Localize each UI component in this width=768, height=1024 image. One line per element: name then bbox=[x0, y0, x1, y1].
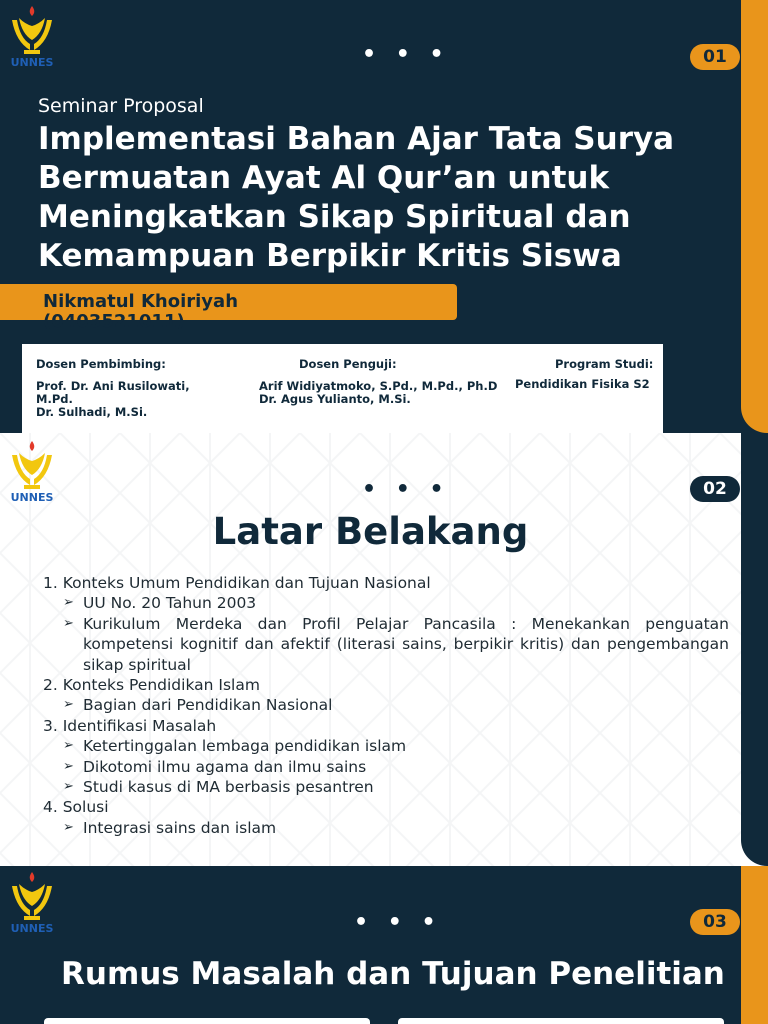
content-card-right bbox=[398, 1018, 724, 1024]
unnes-logo-icon bbox=[6, 870, 58, 936]
list-heading-item: 2. Konteks Pendidikan Islam bbox=[43, 676, 260, 695]
decorative-dots: • • • bbox=[362, 477, 450, 502]
author-name: Nikmatul Khoiriyah bbox=[43, 291, 239, 312]
penguji-label: Dosen Penguji: bbox=[299, 357, 397, 371]
list-bullet-item: ➢ Bagian dari Pendidikan Nasional bbox=[63, 695, 729, 715]
penguji-1: Arif Widiyatmoko, S.Pd., M.Pd., Ph.D bbox=[259, 379, 498, 393]
svg-text:UNNES: UNNES bbox=[10, 922, 54, 935]
unnes-logo-icon bbox=[6, 439, 58, 505]
svg-text:UNNES: UNNES bbox=[10, 56, 54, 69]
list-bullet-item: ➢ Ketertinggalan lembaga pendidikan islam bbox=[63, 736, 729, 756]
proposal-title: Implementasi Bahan Ajar Tata Surya Bermuatan Ayat Al Qur’an untuk Meningkatkan Sikap Spiritual dan Kemampuan Berpikir Kritis Siswa bbox=[38, 121, 675, 274]
list-bullet-item: ➢ UU No. 20 Tahun 2003 bbox=[63, 593, 729, 613]
slide-1 bbox=[0, 0, 768, 433]
list-bullet-item: ➢ Dikotomi ilmu agama dan ilmu sains bbox=[63, 757, 729, 777]
latar-belakang-list bbox=[43, 573, 729, 838]
decorative-dots: • • • bbox=[354, 910, 442, 935]
orange-side-bar bbox=[741, 0, 768, 433]
svg-text:UNNES: UNNES bbox=[10, 491, 54, 504]
section-title: Latar Belakang bbox=[212, 510, 529, 553]
orange-side-bar bbox=[741, 866, 768, 1024]
slide-number-badge: 01 bbox=[690, 44, 740, 70]
navy-side-bar bbox=[741, 433, 768, 866]
decorative-dots: • • • bbox=[362, 42, 450, 67]
list-heading-item: 1. Konteks Umum Pendidikan dan Tujuan Nasional bbox=[43, 574, 431, 592]
list-heading-item: 3. Identifikasi Masalah bbox=[43, 716, 217, 735]
list-bullet-item: ➢ Kurikulum Merdeka dan Profil Pelajar Pancasila : Menekankan penguatan kompetensi kognitif dan afektif (literasi sains, berpikir kritis) dan pengembangan sikap spiritual bbox=[63, 614, 729, 675]
penguji-names bbox=[259, 380, 499, 406]
pembimbing-2: Dr. Sulhadi, M.Si. bbox=[36, 405, 148, 419]
content-card-left bbox=[44, 1018, 370, 1024]
slide-subtitle: Seminar Proposal bbox=[38, 95, 204, 117]
pembimbing-label: Dosen Pembimbing: bbox=[36, 357, 166, 371]
slide-2 bbox=[0, 433, 768, 866]
prodi-label: Program Studi: bbox=[555, 357, 654, 371]
unnes-logo-icon bbox=[6, 4, 58, 70]
penguji-2: Dr. Agus Yulianto, M.Si. bbox=[259, 392, 411, 406]
list-heading-item: 4. Solusi bbox=[43, 798, 109, 817]
list-bullet-item: ➢ Integrasi sains dan islam bbox=[63, 818, 729, 838]
author-block bbox=[43, 292, 343, 332]
section-title: Rumus Masalah dan Tujuan Penelitian bbox=[61, 956, 725, 992]
slide-number-badge: 03 bbox=[690, 909, 740, 935]
info-box bbox=[22, 344, 663, 433]
slide-3 bbox=[0, 866, 768, 1024]
pembimbing-names bbox=[36, 380, 226, 419]
prodi-value: Pendidikan Fisika S2 bbox=[515, 377, 650, 391]
slide-number-badge: 02 bbox=[690, 476, 740, 502]
list-bullet-item: ➢ Studi kasus di MA berbasis pesantren bbox=[63, 777, 729, 797]
author-id: (0403521011) bbox=[43, 311, 185, 332]
pembimbing-1: Prof. Dr. Ani Rusilowati, M.Pd. bbox=[36, 379, 190, 406]
